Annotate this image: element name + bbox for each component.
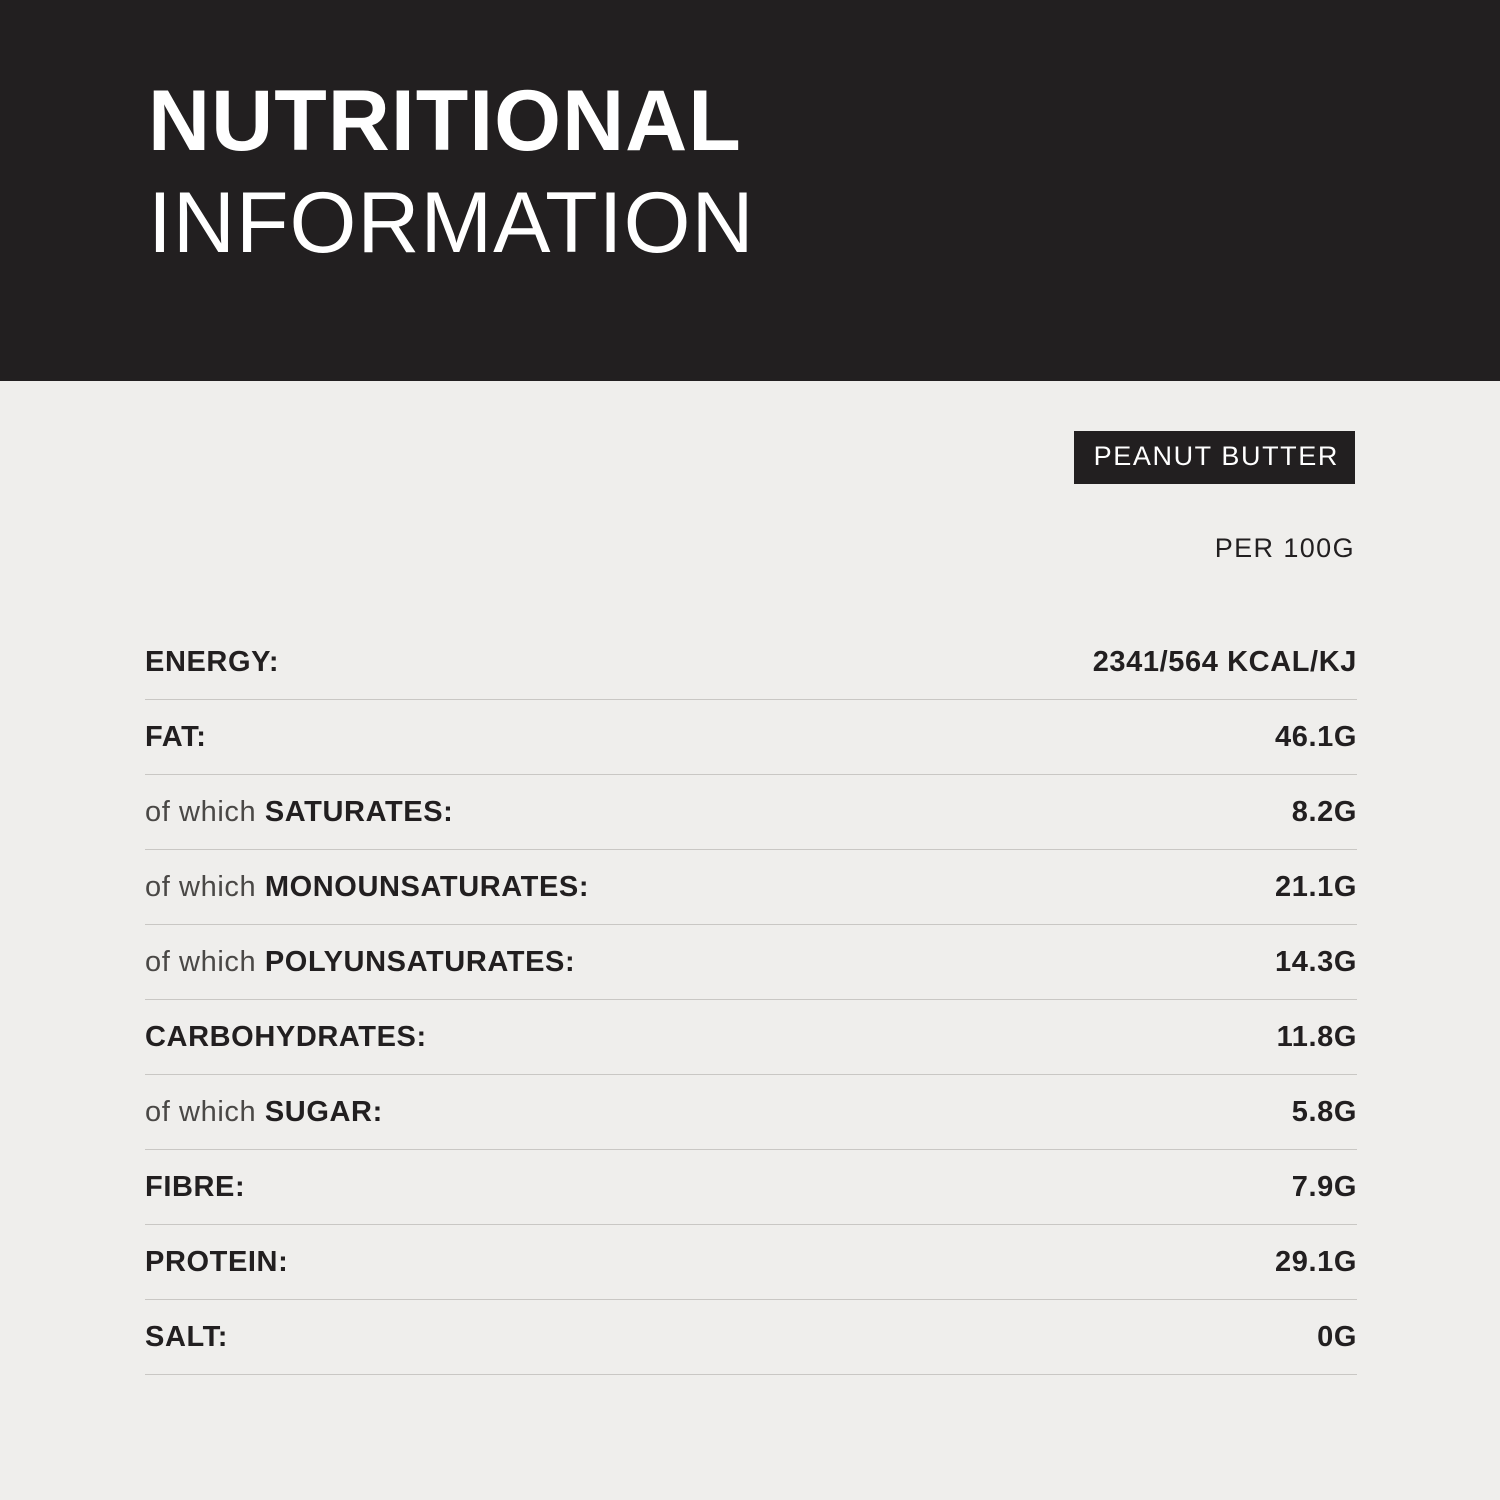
nutrient-prefix: of which	[145, 870, 265, 903]
nutrient-value: 7.9G	[1291, 1170, 1357, 1203]
nutrient-label	[145, 871, 589, 904]
nutrient-value: 8.2G	[1291, 795, 1357, 828]
table-row	[145, 850, 1357, 925]
nutrient-name: SUGAR:	[264, 1095, 383, 1128]
table-row	[145, 1150, 1357, 1225]
table-row	[145, 775, 1357, 850]
nutrient-value: 0G	[1317, 1320, 1357, 1353]
nutrient-label	[145, 721, 206, 754]
table-row	[145, 1225, 1357, 1300]
nutrient-name: MONOUNSATURATES:	[264, 870, 590, 903]
nutrient-name: PROTEIN:	[145, 1245, 289, 1278]
nutrition-table	[145, 625, 1357, 1375]
nutrient-name: ENERGY:	[145, 645, 280, 678]
nutrient-name: SATURATES:	[264, 795, 454, 828]
table-row	[145, 1000, 1357, 1075]
nutrient-prefix: of which	[145, 945, 265, 978]
nutrient-name: SALT:	[145, 1320, 229, 1353]
flavour-badge: PEANUT BUTTER	[1074, 431, 1355, 484]
nutrient-label	[145, 646, 279, 679]
nutrient-name: CARBOHYDRATES:	[145, 1020, 427, 1053]
nutrient-name: FIBRE:	[145, 1170, 246, 1203]
nutrient-label	[145, 1246, 288, 1279]
page-header	[0, 0, 1500, 381]
nutrient-value: 5.8G	[1291, 1095, 1357, 1128]
nutrient-prefix: of which	[145, 1095, 265, 1128]
table-row	[145, 1075, 1357, 1150]
table-row	[145, 925, 1357, 1000]
table-row	[145, 625, 1357, 700]
serving-basis-label: PER 100G	[1214, 533, 1355, 563]
nutrient-value: 29.1G	[1275, 1245, 1357, 1278]
nutrient-value: 2341/564 KCAL/KJ	[1092, 645, 1357, 678]
nutrient-label	[145, 1171, 245, 1204]
nutrient-value: 21.1G	[1275, 870, 1357, 903]
nutrient-label	[145, 1096, 383, 1129]
nutrient-value: 14.3G	[1275, 945, 1357, 978]
nutrient-name: POLYUNSATURATES:	[264, 945, 576, 978]
nutrient-prefix: of which	[145, 795, 265, 828]
page-title-secondary: INFORMATION	[148, 175, 755, 271]
nutrient-label	[145, 1321, 228, 1354]
table-row	[145, 700, 1357, 775]
table-row	[145, 1300, 1357, 1375]
nutrient-label	[145, 796, 453, 829]
nutrient-value: 46.1G	[1275, 720, 1357, 753]
nutrient-label	[145, 946, 575, 979]
nutrient-value: 11.8G	[1276, 1020, 1357, 1053]
page-title-primary: NUTRITIONAL	[148, 73, 742, 169]
nutrient-label	[145, 1021, 427, 1054]
nutrition-content	[0, 381, 1500, 1500]
nutrient-name: FAT:	[145, 720, 207, 753]
